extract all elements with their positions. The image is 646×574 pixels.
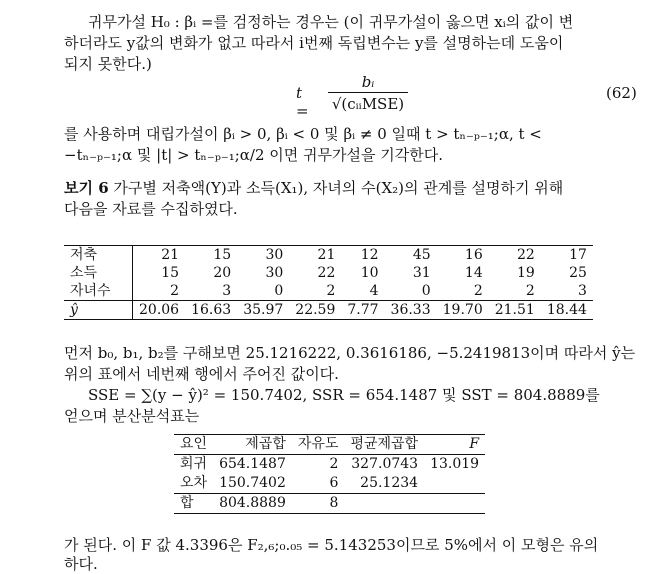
row-label: 저축 [64,246,133,265]
table-cell: 21 [133,246,186,265]
table-cell: 22 [489,246,541,265]
para2-line1: 를 사용하며 대립가설이 βᵢ > 0, βᵢ < 0 및 βᵢ ≠ 0 일때 t > tₙ₋ₚ₋₁;α, t < [64,125,542,143]
anova-header: 요인 [174,435,213,455]
equation-number: (62) [606,84,637,102]
table-cell: 14 [464,265,483,281]
table-row-yhat [64,301,593,320]
table-cell: 0 [274,283,284,299]
table-cell: 12 [341,246,384,265]
anova-cell: 654.1487 [219,456,286,472]
table-cell: 10 [360,265,379,281]
table-cell: 22.59 [289,301,341,320]
para1-line3: 되지 못한다.) [64,55,152,73]
anova-header-row [174,435,485,455]
anova-table [174,434,485,514]
anova-cell: 회귀 [180,456,208,472]
table-cell: 18.44 [541,301,593,320]
anova-cell: 150.7402 [219,475,286,491]
para1-line2: 하더라도 y값의 변화가 없고 따라서 i번째 독립변수는 y를 설명하는데 도움이 [64,34,564,52]
row-label: ŷ [64,301,133,320]
table-cell: 2 [473,283,483,299]
anova-cell [424,474,485,494]
table-cell: 25 [569,265,587,281]
table-cell: 2 [170,283,180,299]
table-row-savings [64,246,593,265]
table-cell: 16.63 [185,301,237,320]
para4-line1: 가 된다. 이 F 값 4.3396은 F₂,₆;₀.₀₅ = 5.143253이므로 5%에서 이 모형은 유의 [64,536,599,554]
anova-header: 평균제곱합 [344,435,424,455]
table-cell: 20.06 [133,301,186,320]
anova-cell: 13.019 [430,456,480,472]
equation-numerator: bᵢ [361,73,375,91]
anova-header: 자유도 [292,435,345,455]
table-cell: 2 [326,283,336,299]
table-cell: 17 [541,246,593,265]
table-cell: 15 [185,246,237,265]
table-cell: 36.33 [385,301,437,320]
table-cell: 30 [237,246,289,265]
row-label: 자녀수 [64,282,133,301]
fraction-bar [328,92,408,93]
data-table [64,245,593,320]
table-cell: 20 [213,265,232,281]
example-text-1: 가구별 저축액(Y)과 소득(X₁), 자녀의 수(X₂)의 관계를 설명하기 위해 [113,179,564,197]
table-cell: 7.77 [341,301,384,320]
para3-line3: SSE = ∑(y − ŷ)² = 150.7402, SSR = 654.1487 및 SST = 804.8889를 [88,386,600,404]
anova-cell: 오차 [180,475,208,491]
table-cell: 22 [317,265,336,281]
anova-cell: 8 [292,494,345,514]
table-cell: 45 [385,246,437,265]
table-cell: 3 [222,283,232,299]
table-cell: 15 [161,265,180,281]
equation-denominator: √(cᵢᵢMSE) [331,95,405,113]
anova-row-error [174,474,485,494]
table-cell: 19 [517,265,535,281]
equation-fraction [328,73,408,114]
table-cell: 16 [437,246,489,265]
anova-cell: 6 [329,475,339,491]
anova-cell: 합 [174,494,213,514]
example-label: 보기 6 [64,179,109,197]
anova-row-regression [174,455,485,475]
table-cell: 31 [412,265,431,281]
anova-row-total [174,494,485,514]
table-cell: 19.70 [437,301,489,320]
table-cell: 21 [289,246,341,265]
example-line1 [64,178,563,198]
para4-line2: 하다. [64,555,98,573]
table-cell: 30 [265,265,284,281]
table-cell: 2 [525,283,535,299]
anova-cell: 804.8889 [213,494,292,514]
table-row-income [64,264,593,282]
table-cell: 0 [421,283,431,299]
table-cell: 4 [369,283,379,299]
table-cell: 21.51 [489,301,541,320]
para3-line1: 먼저 b₀, b₁, b₂를 구해보면 25.1216222, 0.3616186, −5.2419813이며 따라서 ŷ는 [64,344,636,362]
anova-cell [344,494,424,514]
para3-line2: 위의 표에서 네번째 행에서 주어진 값이다. [64,365,339,383]
example-line2: 다음을 자료를 수집하였다. [64,200,238,218]
anova-cell: 2 [329,456,339,472]
anova-cell [424,494,485,514]
equation-lhs: t = [296,84,309,120]
para1-line1: 귀무가설 H₀ : βᵢ =를 검정하는 경우는 (이 귀무가설이 옳으면 xᵢ의 값이 변 [88,13,574,31]
table-row-children [64,282,593,301]
anova-header: F [424,435,485,455]
anova-cell: 25.1234 [360,475,419,491]
para2-line2: −tₙ₋ₚ₋₁;α 및 |t| > tₙ₋ₚ₋₁;α/2 이면 귀무가설을 기각한다. [64,146,443,164]
para3-line4: 얻으며 분산분석표는 [64,407,200,425]
table-cell: 3 [578,283,587,299]
table-cell: 35.97 [237,301,289,320]
anova-cell: 327.0743 [351,456,419,472]
row-label: 소득 [64,264,133,282]
anova-header: 제곱합 [213,435,292,455]
